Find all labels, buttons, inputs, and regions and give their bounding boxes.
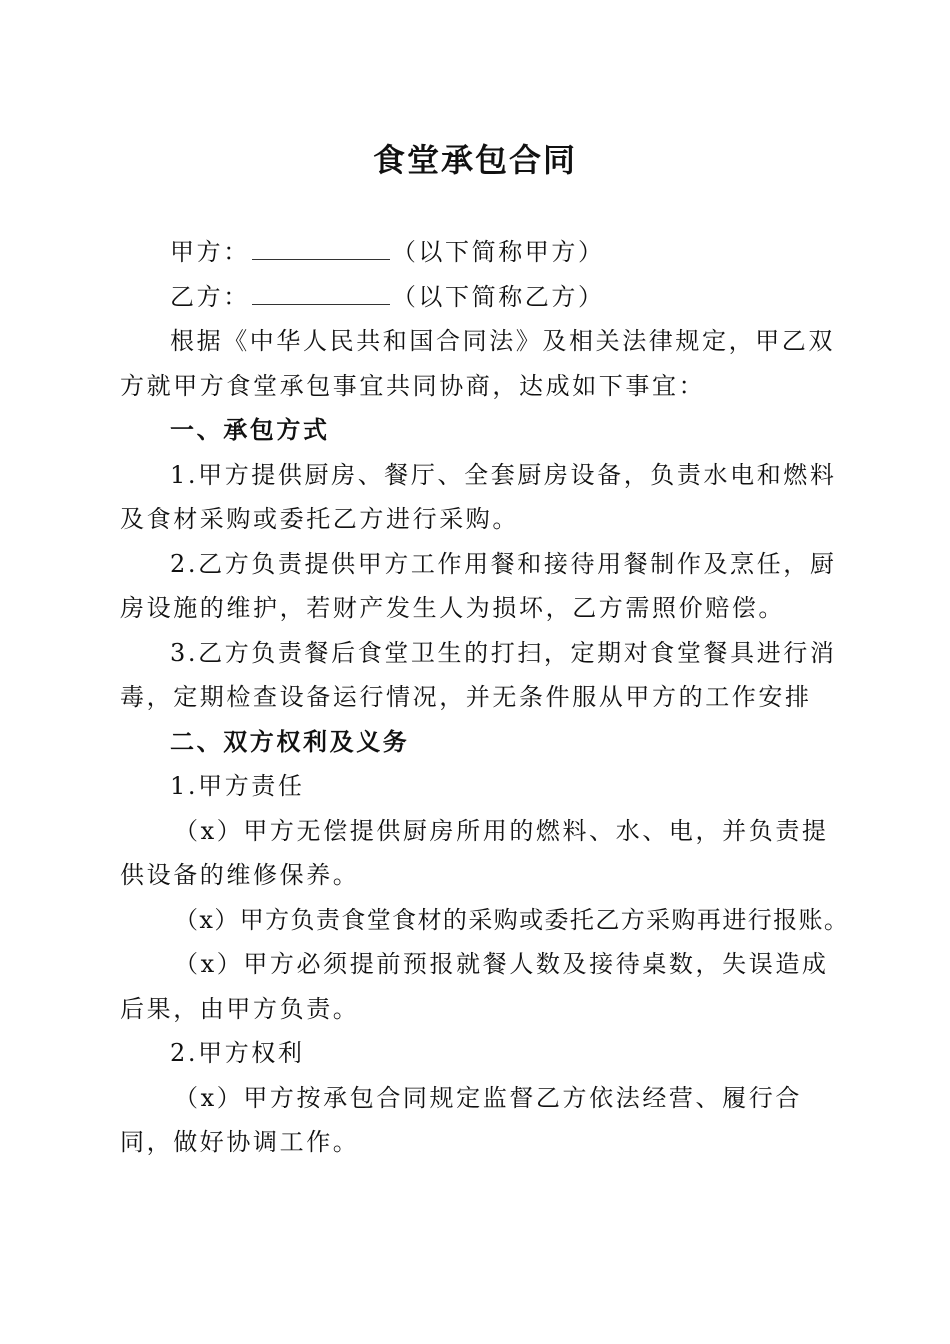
rights-item: （x）甲方按承包合同规定监督乙方依法经营、履行合同，做好协调工作。 (120, 1083, 802, 1156)
party-a-blank (252, 241, 390, 260)
duty-item: （x）甲方必须提前预报就餐人数及接待桌数，失误造成后果，由甲方负责。 (120, 950, 829, 1023)
section-heading: 一、承包方式 (170, 415, 330, 444)
section-item: 2.乙方负责提供甲方工作用餐和接待用餐制作及烹任，厨房设施的维护，若财产发生人为损坏，乙方需照价赔偿。 (120, 549, 837, 622)
intro-paragraph: 根据《中华人民共和国合同法》及相关法律规定，甲乙双方就甲方食堂承包事宜共同协商，达成如下事宜： (120, 327, 835, 400)
section-item: 3.乙方负责餐后食堂卫生的打扫，定期对食堂餐具进行消毒，定期检查设备运行情况，并无条件服从甲方的工作安排 (120, 638, 837, 711)
party-a-suffix: （以下简称甲方） (391, 238, 605, 266)
subsection-heading: 1.甲方责任 (170, 772, 305, 800)
party-a-label: 甲方： (170, 238, 250, 266)
section-heading: 二、双方权利及义务 (170, 726, 410, 756)
party-b-label: 乙方： (170, 282, 250, 311)
document-title: 食堂承包合同 (372, 141, 577, 179)
document-body (120, 230, 850, 1165)
party-b-blank (252, 286, 390, 305)
party-b-line (120, 275, 840, 320)
party-b-suffix: （以下简称乙方） (391, 282, 605, 311)
subsection-heading: 2.甲方权利 (170, 1039, 305, 1067)
duty-item: （x）甲方无偿提供厨房所用的燃料、水、电，并负责提供设备的维修保养。 (120, 816, 829, 889)
party-a-line (120, 230, 840, 275)
section-item: 1.甲方提供厨房、餐厅、全套厨房设备，负责水电和燃料及食材采购或委托乙方进行采购。 (120, 460, 837, 533)
duty-item: （x）甲方负责食堂食材的采购或委托乙方采购再进行报账。 (174, 905, 850, 934)
